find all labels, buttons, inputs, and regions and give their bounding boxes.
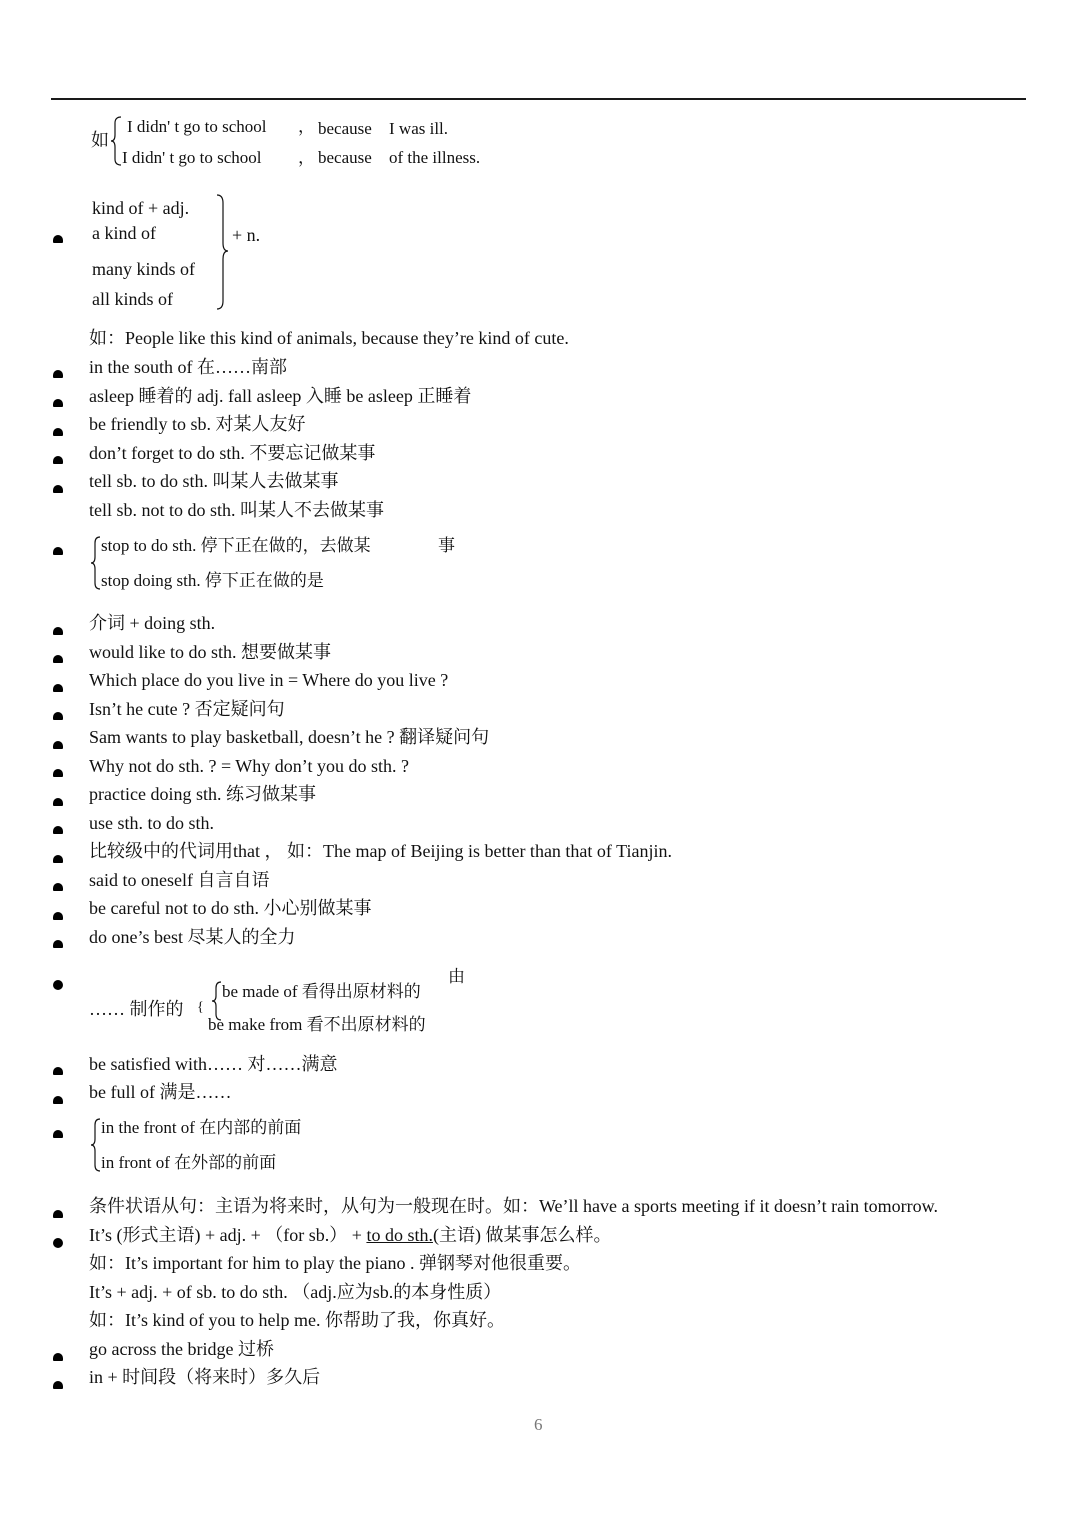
kind-of-item-2: a kind of	[92, 223, 156, 243]
because-line-2-b: because	[318, 148, 372, 167]
note-line: tell sb. to do sth. 叫某人去做某事	[89, 471, 339, 491]
right-brace-icon	[215, 193, 229, 311]
bullet-icon	[53, 1067, 63, 1075]
bullet-icon	[53, 855, 63, 863]
because-line-2-comma: ，	[298, 148, 315, 167]
note-line: in the south of 在……南部	[89, 357, 287, 377]
bullet-icon	[53, 883, 63, 891]
bullet-icon	[53, 912, 63, 920]
note-line: 介词 + doing sth.	[89, 613, 216, 633]
note-line: Isn’t he cute ? 否定疑问句	[89, 699, 285, 719]
kind-of-example: 如：People like this kind of animals, because they’re kind of cute.	[89, 328, 569, 348]
bullet-icon	[53, 399, 63, 407]
stop-line-2: stop doing sth. 停下正在做的是	[101, 571, 324, 590]
left-brace-icon: {	[197, 1000, 204, 1015]
bullet-icon	[53, 547, 63, 555]
because-line-1-c: I was ill.	[389, 119, 449, 138]
its-example-2: 如：It’s kind of you to help me. 你帮助了我，你真好。	[89, 1310, 505, 1330]
note-line: don’t forget to do sth. 不要忘记做某事	[89, 443, 376, 463]
bullet-icon	[53, 655, 63, 663]
its-line-pre: It’s (形式主语) + adj. + （for sb.） +	[89, 1225, 367, 1245]
bullet-icon	[53, 428, 63, 436]
note-line: be careful not to do sth. 小心别做某事	[89, 898, 372, 918]
note-line: be friendly to sb. 对某人友好	[89, 414, 306, 434]
its-line	[89, 1226, 611, 1244]
made-lead: …… 制作的	[89, 999, 184, 1019]
bullet-icon	[53, 1096, 63, 1104]
kind-of-item-4: all kinds of	[92, 289, 173, 309]
bullet-icon	[53, 627, 63, 635]
note-line: in + 时间段（将来时）多久后	[89, 1367, 321, 1387]
bullet-icon	[53, 684, 63, 692]
note-line: Which place do you live in = Where do you live ?	[89, 670, 449, 690]
note-line: 比较级中的代词用that ， 如：The map of Beijing is better than that of Tianjin.	[89, 841, 672, 861]
note-line: be satisfied with…… 对……满意	[89, 1054, 338, 1074]
its-line-post: (主语) 做某事怎么样。	[432, 1225, 612, 1245]
conditional-line: 条件状语从句：主语为将来时，从句为一般现在时。如：We’ll have a sports meeting if it doesn’t rain tomorrow.	[89, 1196, 938, 1216]
made-line-1-tail: 由	[448, 967, 465, 986]
note-line: do one’s best 尽某人的全力	[89, 927, 296, 947]
its-line-underlined: to do sth.	[366, 1225, 433, 1245]
its-line-2: It’s + adj. + of sb. to do sth. （adj.应为sb.的本身性质）	[89, 1282, 502, 1302]
bullet-icon	[53, 1353, 63, 1361]
stop-line-1: stop to do sth. 停下正在做的，去做某	[101, 536, 371, 555]
kind-of-item-3: many kinds of	[92, 259, 195, 279]
note-line: asleep 睡着的 adj. fall asleep 入睡 be asleep 正睡着	[89, 386, 472, 406]
bullet-icon	[53, 485, 63, 493]
example-prefix: 如	[91, 130, 109, 150]
because-line-1-b: because	[318, 119, 372, 138]
bullet-icon	[53, 798, 63, 806]
because-line-1-comma: ，	[298, 117, 315, 136]
bullet-icon	[53, 741, 63, 749]
note-line: be full of 满是……	[89, 1082, 232, 1102]
kind-of-item-1: kind of + adj.	[92, 198, 190, 218]
left-brace-icon	[91, 535, 101, 591]
bullet-icon	[53, 235, 63, 243]
stop-line-1-tail: 事	[438, 536, 455, 555]
front-line-1: in the front of 在内部的前面	[101, 1118, 302, 1137]
kind-of-suffix: + n.	[232, 225, 261, 245]
bullet-icon	[53, 1238, 63, 1248]
bullet-icon	[53, 980, 63, 990]
page-number: 6	[534, 1415, 543, 1434]
bullet-icon	[53, 1381, 63, 1389]
bullet-icon	[53, 769, 63, 777]
note-line: use sth. to do sth.	[89, 813, 215, 833]
its-example-1: 如：It’s important for him to play the piano . 弹钢琴对他很重要。	[89, 1253, 581, 1273]
note-line: tell sb. not to do sth. 叫某人不去做某事	[89, 500, 385, 520]
header-rule	[51, 98, 1026, 100]
bullet-icon	[53, 940, 63, 948]
note-line: practice doing sth. 练习做某事	[89, 784, 316, 804]
front-line-2: in front of 在外部的前面	[101, 1153, 277, 1172]
because-line-1-a: I didn' t go to school	[127, 117, 267, 136]
note-line: Sam wants to play basketball, doesn’t he ? 翻译疑问句	[89, 727, 490, 747]
made-line-1: be made of 看得出原材料的	[222, 982, 421, 1001]
because-line-2-a: I didn' t go to school	[122, 148, 262, 167]
bullet-icon	[53, 456, 63, 464]
bullet-icon	[53, 1210, 63, 1218]
because-line-2-c: of the illness.	[389, 148, 481, 167]
made-line-2: be make from 看不出原材料的	[208, 1015, 426, 1034]
note-line: said to oneself 自言自语	[89, 870, 270, 890]
bullet-icon	[53, 826, 63, 834]
bullet-icon	[53, 712, 63, 720]
left-brace-icon	[91, 1117, 101, 1173]
bullet-icon	[53, 1130, 63, 1138]
bullet-icon	[53, 370, 63, 378]
note-line: go across the bridge 过桥	[89, 1339, 274, 1359]
note-line: would like to do sth. 想要做某事	[89, 642, 331, 662]
note-line: Why not do sth. ? = Why don’t you do sth. ?	[89, 756, 409, 776]
